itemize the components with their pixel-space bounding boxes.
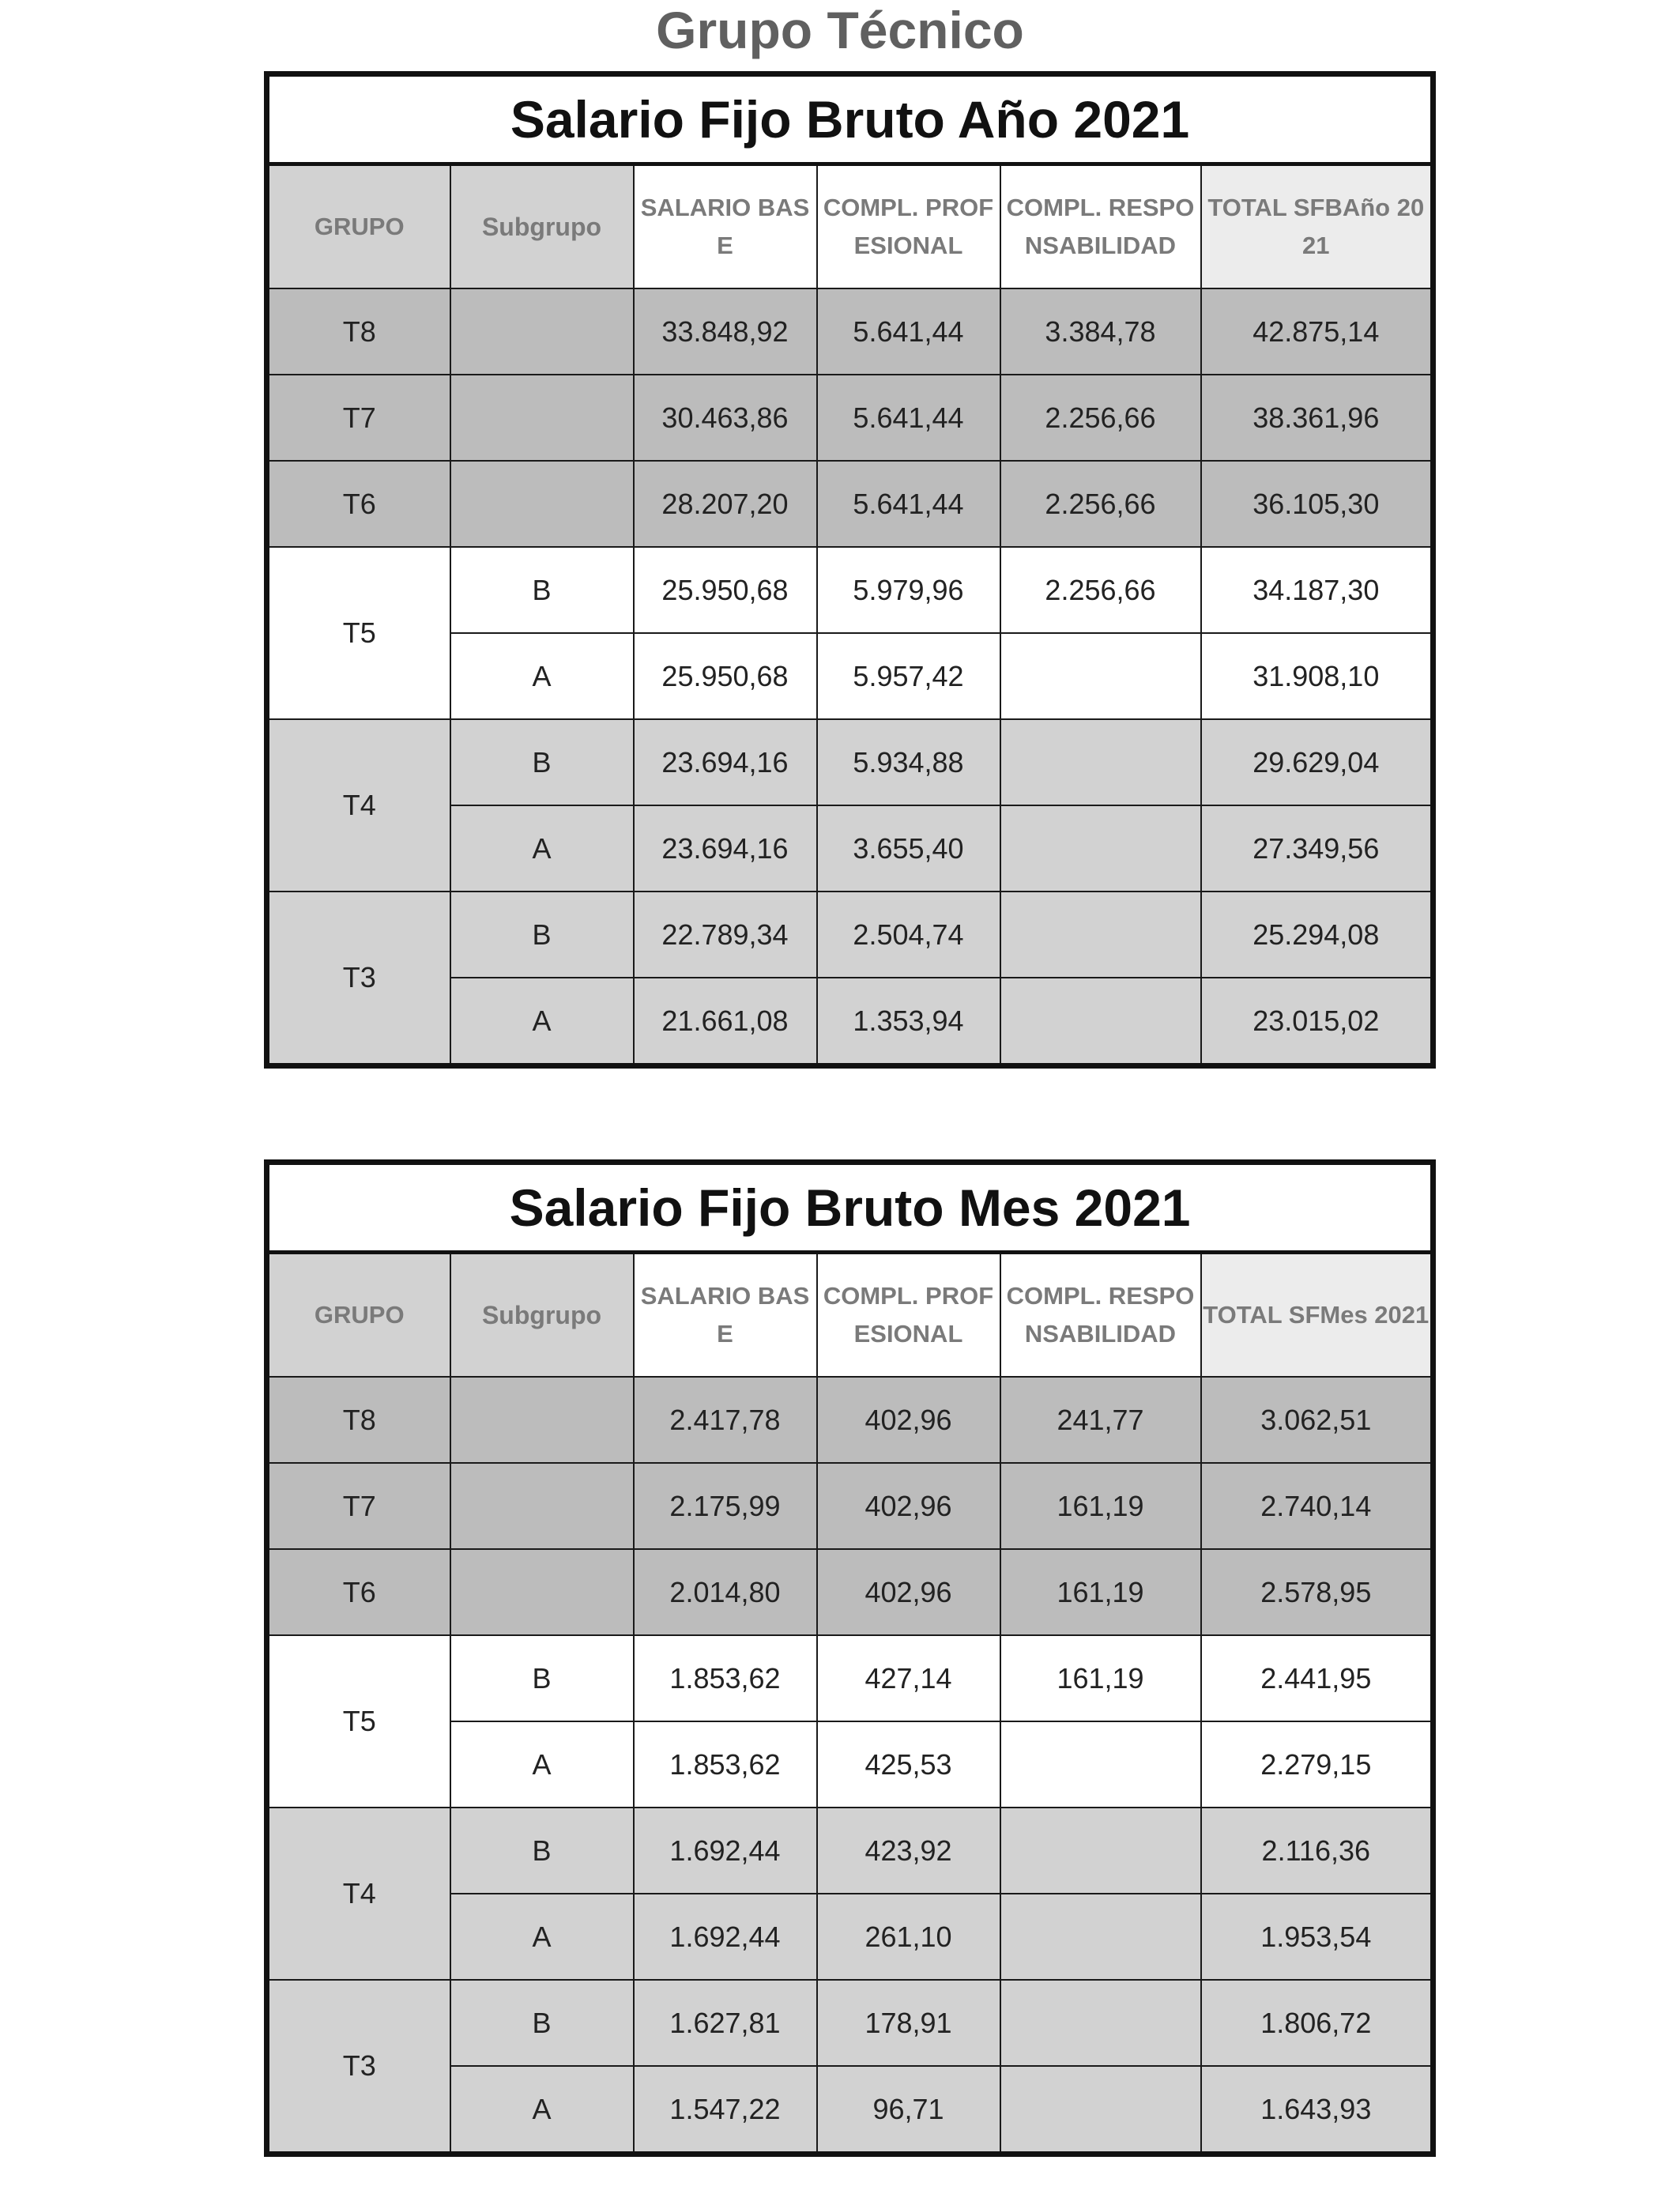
cell-total: 1.806,72 [1201, 1980, 1433, 2066]
cell-compl-profesional: 5.979,96 [817, 547, 1000, 633]
table-row [267, 288, 1433, 375]
cell-subgrupo [450, 461, 634, 547]
cell-subgrupo: B [450, 1980, 634, 2066]
header-salario-base: SALARIO BASE [634, 1253, 817, 1378]
cell-subgrupo: B [450, 1635, 634, 1721]
header-compl-profesional: COMPL. PROFESIONAL [817, 1253, 1000, 1378]
cell-salario-base: 22.789,34 [634, 892, 817, 978]
monthly-salary-table [264, 1159, 1436, 2157]
cell-compl-profesional: 402,96 [817, 1549, 1000, 1635]
cell-compl-responsabilidad [1000, 633, 1201, 719]
table-row [267, 1808, 1433, 1894]
cell-salario-base: 2.175,99 [634, 1463, 817, 1549]
cell-grupo: T3 [267, 1980, 450, 2154]
cell-salario-base: 23.694,16 [634, 805, 817, 892]
monthly-header-row [267, 1253, 1433, 1378]
cell-total: 2.740,14 [1201, 1463, 1433, 1549]
annual-table-title: Salario Fijo Bruto Año 2021 [267, 74, 1433, 164]
cell-compl-responsabilidad [1000, 1980, 1201, 2066]
cell-compl-profesional: 402,96 [817, 1463, 1000, 1549]
cell-compl-responsabilidad [1000, 2066, 1201, 2154]
cell-subgrupo: A [450, 805, 634, 892]
cell-grupo: T8 [267, 1377, 450, 1463]
cell-salario-base: 1.853,62 [634, 1721, 817, 1808]
cell-compl-profesional: 261,10 [817, 1894, 1000, 1980]
cell-compl-responsabilidad [1000, 1894, 1201, 1980]
cell-grupo: T7 [267, 375, 450, 461]
cell-compl-profesional: 5.641,44 [817, 461, 1000, 547]
cell-compl-profesional: 5.934,88 [817, 719, 1000, 805]
cell-grupo: T4 [267, 719, 450, 892]
cell-grupo: T6 [267, 461, 450, 547]
cell-subgrupo: A [450, 2066, 634, 2154]
cell-compl-profesional: 96,71 [817, 2066, 1000, 2154]
cell-subgrupo: A [450, 978, 634, 1066]
cell-grupo: T6 [267, 1549, 450, 1635]
cell-total: 23.015,02 [1201, 978, 1433, 1066]
cell-subgrupo [450, 375, 634, 461]
header-compl-responsabilidad: COMPL. RESPONSABILIDAD [1000, 1253, 1201, 1378]
cell-subgrupo: B [450, 1808, 634, 1894]
cell-salario-base: 1.853,62 [634, 1635, 817, 1721]
cell-subgrupo: B [450, 892, 634, 978]
cell-salario-base: 25.950,68 [634, 633, 817, 719]
cell-total: 2.578,95 [1201, 1549, 1433, 1635]
cell-grupo: T5 [267, 1635, 450, 1808]
cell-salario-base: 25.950,68 [634, 547, 817, 633]
cell-compl-responsabilidad: 2.256,66 [1000, 375, 1201, 461]
cell-total: 2.116,36 [1201, 1808, 1433, 1894]
cell-subgrupo: A [450, 1721, 634, 1808]
cell-compl-profesional: 2.504,74 [817, 892, 1000, 978]
cell-compl-profesional: 3.655,40 [817, 805, 1000, 892]
cell-subgrupo: A [450, 633, 634, 719]
cell-total: 36.105,30 [1201, 461, 1433, 547]
cell-salario-base: 1.692,44 [634, 1808, 817, 1894]
cell-total: 34.187,30 [1201, 547, 1433, 633]
table-row [267, 1463, 1433, 1549]
header-grupo: GRUPO [267, 164, 450, 289]
cell-subgrupo [450, 288, 634, 375]
cell-compl-profesional: 5.957,42 [817, 633, 1000, 719]
cell-salario-base: 2.417,78 [634, 1377, 817, 1463]
cell-compl-profesional: 402,96 [817, 1377, 1000, 1463]
cell-compl-responsabilidad: 3.384,78 [1000, 288, 1201, 375]
cell-compl-responsabilidad: 2.256,66 [1000, 461, 1201, 547]
cell-compl-responsabilidad: 161,19 [1000, 1463, 1201, 1549]
header-total: TOTAL SFMes 2021 [1201, 1253, 1433, 1378]
header-subgrupo: Subgrupo [450, 164, 634, 289]
cell-grupo: T3 [267, 892, 450, 1066]
cell-total: 27.349,56 [1201, 805, 1433, 892]
cell-total: 25.294,08 [1201, 892, 1433, 978]
table-row [267, 375, 1433, 461]
table-row [267, 892, 1433, 978]
cell-compl-profesional: 1.353,94 [817, 978, 1000, 1066]
cell-total: 2.279,15 [1201, 1721, 1433, 1808]
table-row [267, 1377, 1433, 1463]
table-row [267, 1980, 1433, 2066]
header-salario-base: SALARIO BASE [634, 164, 817, 289]
cell-compl-responsabilidad: 241,77 [1000, 1377, 1201, 1463]
table-row [267, 461, 1433, 547]
cell-compl-responsabilidad: 161,19 [1000, 1635, 1201, 1721]
cell-compl-responsabilidad: 161,19 [1000, 1549, 1201, 1635]
cell-total: 1.643,93 [1201, 2066, 1433, 2154]
cell-salario-base: 21.661,08 [634, 978, 817, 1066]
cell-grupo: T7 [267, 1463, 450, 1549]
cell-subgrupo [450, 1549, 634, 1635]
cell-salario-base: 1.547,22 [634, 2066, 817, 2154]
cell-compl-responsabilidad [1000, 719, 1201, 805]
header-compl-profesional: COMPL. PROFESIONAL [817, 164, 1000, 289]
cell-compl-profesional: 423,92 [817, 1808, 1000, 1894]
cell-salario-base: 1.692,44 [634, 1894, 817, 1980]
cell-salario-base: 30.463,86 [634, 375, 817, 461]
cell-subgrupo: A [450, 1894, 634, 1980]
cell-subgrupo [450, 1463, 634, 1549]
cell-subgrupo [450, 1377, 634, 1463]
cell-salario-base: 23.694,16 [634, 719, 817, 805]
cell-total: 1.953,54 [1201, 1894, 1433, 1980]
cell-grupo: T8 [267, 288, 450, 375]
cell-grupo: T5 [267, 547, 450, 719]
header-total: TOTAL SFBAño 2021 [1201, 164, 1433, 289]
cell-salario-base: 2.014,80 [634, 1549, 817, 1635]
header-subgrupo: Subgrupo [450, 1253, 634, 1378]
annual-header-row [267, 164, 1433, 289]
page-title: Grupo Técnico [656, 1, 1024, 59]
cell-compl-responsabilidad [1000, 978, 1201, 1066]
cell-total: 42.875,14 [1201, 288, 1433, 375]
cell-total: 38.361,96 [1201, 375, 1433, 461]
cell-total: 3.062,51 [1201, 1377, 1433, 1463]
cell-compl-responsabilidad [1000, 1808, 1201, 1894]
header-grupo: GRUPO [267, 1253, 450, 1378]
cell-compl-responsabilidad [1000, 805, 1201, 892]
cell-salario-base: 1.627,81 [634, 1980, 817, 2066]
cell-compl-profesional: 427,14 [817, 1635, 1000, 1721]
cell-subgrupo: B [450, 719, 634, 805]
cell-compl-profesional: 178,91 [817, 1980, 1000, 2066]
cell-compl-responsabilidad [1000, 892, 1201, 978]
cell-compl-profesional: 425,53 [817, 1721, 1000, 1808]
cell-total: 2.441,95 [1201, 1635, 1433, 1721]
annual-salary-table [264, 71, 1436, 1069]
table-row [267, 547, 1433, 633]
cell-compl-responsabilidad: 2.256,66 [1000, 547, 1201, 633]
cell-grupo: T4 [267, 1808, 450, 1980]
cell-compl-responsabilidad [1000, 1721, 1201, 1808]
table-row [267, 719, 1433, 805]
header-compl-responsabilidad: COMPL. RESPONSABILIDAD [1000, 164, 1201, 289]
cell-compl-profesional: 5.641,44 [817, 288, 1000, 375]
cell-salario-base: 33.848,92 [634, 288, 817, 375]
table-row [267, 1635, 1433, 1721]
cell-compl-profesional: 5.641,44 [817, 375, 1000, 461]
cell-subgrupo: B [450, 547, 634, 633]
cell-total: 29.629,04 [1201, 719, 1433, 805]
cell-salario-base: 28.207,20 [634, 461, 817, 547]
monthly-table-title: Salario Fijo Bruto Mes 2021 [267, 1163, 1433, 1253]
cell-total: 31.908,10 [1201, 633, 1433, 719]
table-row [267, 1549, 1433, 1635]
